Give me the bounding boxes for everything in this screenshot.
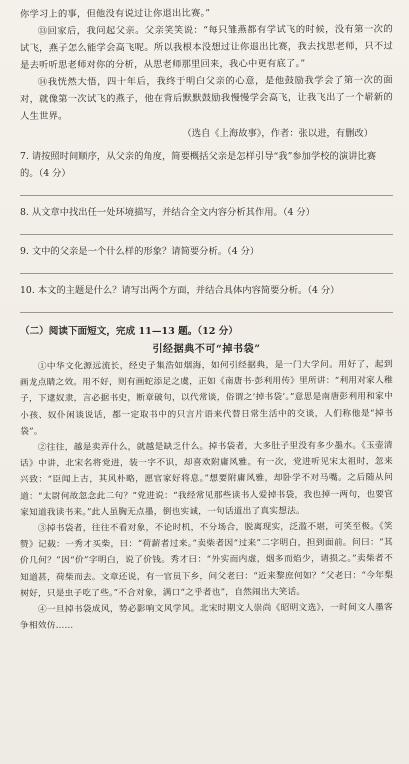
passage-line: 你学习上的事，但他没有说过让你退出比赛。” xyxy=(19,7,211,20)
article-title: 引经据典不可“掉书袋” xyxy=(152,344,261,355)
article-paragraph-2: ②往往，越是卖弄什么，就越是缺乏什么。掉书袋者，大多肚子里没有多少墨水。《玉壶清话》中讲，北宋名将党进，装一字不识，却喜欢附庸风雅。有一次，党进听见宋太祖时，忽来兴致：“臣闻上古，其风朴略，愿官家好将息。”想要附庸风雅，却卧学不对马嘴。之后随从问道：“太尉何故忽念此二句？”党进说：“我经常见那些读书人爱掉书袋，我也掉一两句，也要官家知道我读书来。”此人虽胸无点墨，倒也实诚，一句话道出了真实想法。 xyxy=(19,440,394,518)
article-paragraph-3: ③掉书袋者，往往不看对象，不论时机，不分场合，脱离现实，泛滥不堪，可笑至极。《笑赞》记载：一秀才买柴，曰：“荷薪者过来。”卖柴者因“过来”二字明白，担到面前。问曰：“其价几何？”因“价”字明白，说了价钱。秀才曰：“外实而内虚，烟多而焰少，请损之。”卖柴者不知道甚，荷柴而去。文章还说，有一官员下乡，问父老曰：“近来黎庶何如？”父老曰：“今年梨树好，只是虫子吃了些。”不合对象，满口“之乎者也”，自然闹出大笑话。 xyxy=(19,521,394,599)
question-8: 8. 从文章中找出任一处环境描写，并结合全文内容分析其作用。（4 分） xyxy=(20,207,315,218)
passage-paragraph-13: ⑬回家后，我问起父亲。父亲笑笑说：“每只雏燕都有学试飞的时候，没有第一次的试飞，燕子怎么能学会高飞呢。所以我根本没想过让你退出比赛，我去找思老师，只不过是去听听思老师对你的分析，从思老师那里回来，我心中更有底了。” xyxy=(19,23,394,71)
passage-paragraph-14: ⑭我恍然大悟，四十年后，我终于明白父亲的心意，是他鼓励我学会了第一次的面对，就像第一次试飞的燕子，他在背后默默鼓励我慢慢学会高飞，让我飞出了一个崭新的人生世界。 xyxy=(19,74,394,122)
answer-line xyxy=(20,273,393,274)
question-7: 7. 请按照时间顺序，从父亲的角度，简要概括父亲是怎样引导“我”参加学校的演讲比赛的。（4 分） xyxy=(20,151,377,179)
passage-source: （选自《上海故事》，作者：张以进，有删改） xyxy=(182,128,373,139)
question-9: 9. 文中的父亲是一个什么样的形象？请简要分析。（4 分） xyxy=(20,246,260,257)
article-paragraph-4: ④一旦掉书袋成风，势必影响文风学风。北宋时期文人崇尚《昭明文选》，一时间文人墨客争相效仿…… xyxy=(20,602,393,632)
section-heading: （二）阅读下面短文，完成 11—13 题。（12 分） xyxy=(20,326,238,337)
answer-line xyxy=(20,195,393,196)
answer-line xyxy=(20,234,393,235)
question-10: 10. 本文的主题是什么？请写出两个方面，并结合具体内容简要分析。（4 分） xyxy=(20,285,340,296)
answer-line xyxy=(20,312,393,313)
article-paragraph-1: ①中华文化源远流长，经史子集浩如烟海，如何引经据典，是一门大学问。用好了，起到画龙点睛之效。用不好，则有画蛇添足之虞，正如《南唐书·彭利用传》里所讲：“利用对家人稚子，下逮奴隶，言必据书史，断章破句，以代常谈，俗谓之‘掉书袋’。”意思是南唐彭利用和家中小孩、奴仆闲谈说话，都一定取书中的只言片语来代替日常生活中的交谈，人们称他是“掉书袋”。 xyxy=(19,359,394,437)
